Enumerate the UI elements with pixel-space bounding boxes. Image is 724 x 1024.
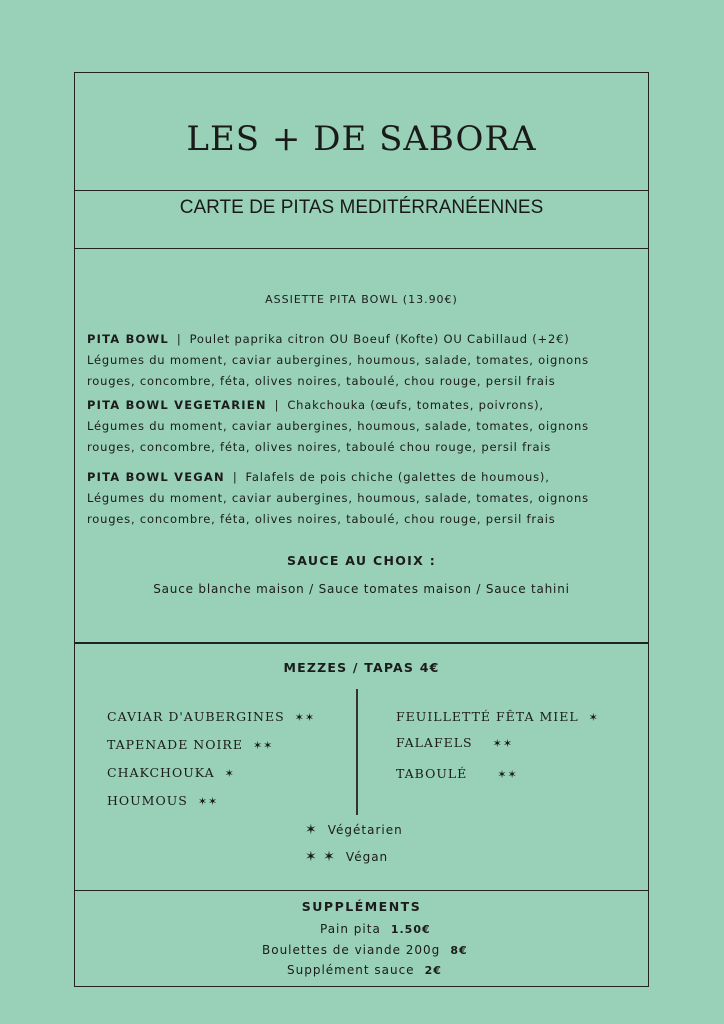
mezze-name: HOUMOUS xyxy=(107,793,188,808)
assiette-heading: ASSIETTE PITA BOWL (13.90€) xyxy=(265,293,458,306)
mezze-name: CAVIAR D'AUBERGINES xyxy=(107,709,285,724)
star-icon: ✶✶ xyxy=(294,711,316,724)
star-icon: ✶ ✶ xyxy=(305,849,336,865)
mezze-item xyxy=(107,709,315,724)
item-name: PITA BOWL VEGETARIEN xyxy=(87,398,267,412)
pitas-section xyxy=(74,248,649,643)
item-line: rouges, concombre, féta, olives noires, taboulé, chou rouge, persil frais xyxy=(87,512,556,526)
title-box xyxy=(74,72,649,191)
mezze-name: CHAKCHOUKA xyxy=(107,765,215,780)
mezzes-section xyxy=(74,643,649,891)
item-line: Légumes du moment, caviar aubergines, houmous, salade, tomates, oignons xyxy=(87,353,589,367)
page-subtitle: CARTE DE PITAS MEDITÉRRANÉENNES xyxy=(179,197,544,218)
item-option: Poulet paprika citron OU Boeuf (Kofte) OU Cabillaud (+2€) xyxy=(189,332,570,346)
supplements-section xyxy=(74,890,649,987)
star-icon: ✶ xyxy=(305,822,318,838)
separator: | xyxy=(232,470,238,484)
column-divider xyxy=(356,689,358,815)
mezze-item xyxy=(107,793,218,808)
pita-bowl-vegan-item xyxy=(87,467,589,530)
supplement-price: 2€ xyxy=(424,964,442,977)
pita-bowl-item xyxy=(87,329,589,392)
item-option: Chakchouka (œufs, tomates, poivrons), xyxy=(287,398,544,412)
mezze-item xyxy=(396,709,599,724)
separator: | xyxy=(176,332,182,346)
mezze-name: TABOULÉ xyxy=(396,766,468,781)
subtitle-box xyxy=(74,190,649,249)
supplement-item xyxy=(287,963,442,977)
supplements-heading: SUPPLÉMENTS xyxy=(301,899,422,914)
supplement-item xyxy=(262,943,468,957)
mezze-item xyxy=(396,766,518,781)
mezze-item xyxy=(107,737,273,752)
page-title: LES + DE SABORA xyxy=(186,119,537,159)
supplement-item xyxy=(320,922,431,936)
supplement-price: 1.50€ xyxy=(390,923,431,936)
mezze-name: FEUILLETTÉ FÊTA MIEL xyxy=(396,709,579,724)
supplement-price: 8€ xyxy=(450,944,468,957)
mezze-item xyxy=(396,735,513,750)
sauce-options: Sauce blanche maison / Sauce tomates maison / Sauce tahini xyxy=(153,582,570,596)
star-icon: ✶✶ xyxy=(492,737,514,750)
star-icon: ✶ xyxy=(588,711,599,724)
item-line: Légumes du moment, caviar aubergines, houmous, salade, tomates, oignons xyxy=(87,419,589,433)
legend-label: Végétarien xyxy=(327,823,403,837)
separator: | xyxy=(274,398,280,412)
mezze-item xyxy=(107,765,235,780)
star-icon: ✶✶ xyxy=(197,795,219,808)
mezzes-heading: MEZZES / TAPAS 4€ xyxy=(283,660,440,675)
star-icon: ✶ xyxy=(224,767,235,780)
legend-label: Végan xyxy=(345,850,389,864)
legend-vegan xyxy=(305,849,388,865)
item-option: Falafels de pois chiche (galettes de houmous), xyxy=(245,470,550,484)
mezze-name: TAPENADE NOIRE xyxy=(107,737,243,752)
item-line: rouges, concombre, féta, olives noires, taboulé, chou rouge, persil frais xyxy=(87,374,556,388)
sauce-heading: SAUCE AU CHOIX : xyxy=(287,553,436,568)
item-name: PITA BOWL VEGAN xyxy=(87,470,225,484)
item-line: Légumes du moment, caviar aubergines, houmous, salade, tomates, oignons xyxy=(87,491,589,505)
item-line: rouges, concombre, féta, olives noires, taboulé chou rouge, persil frais xyxy=(87,440,552,454)
supplement-label: Supplément sauce xyxy=(287,963,415,977)
pita-bowl-vegetarien-item xyxy=(87,395,589,458)
star-icon: ✶✶ xyxy=(497,768,518,781)
supplement-label: Boulettes de viande 200g xyxy=(262,943,441,957)
mezze-name: FALAFELS xyxy=(396,735,473,750)
star-icon: ✶✶ xyxy=(252,739,274,752)
legend-vegetarien xyxy=(305,822,403,838)
item-name: PITA BOWL xyxy=(87,332,169,346)
supplement-label: Pain pita xyxy=(320,922,381,936)
